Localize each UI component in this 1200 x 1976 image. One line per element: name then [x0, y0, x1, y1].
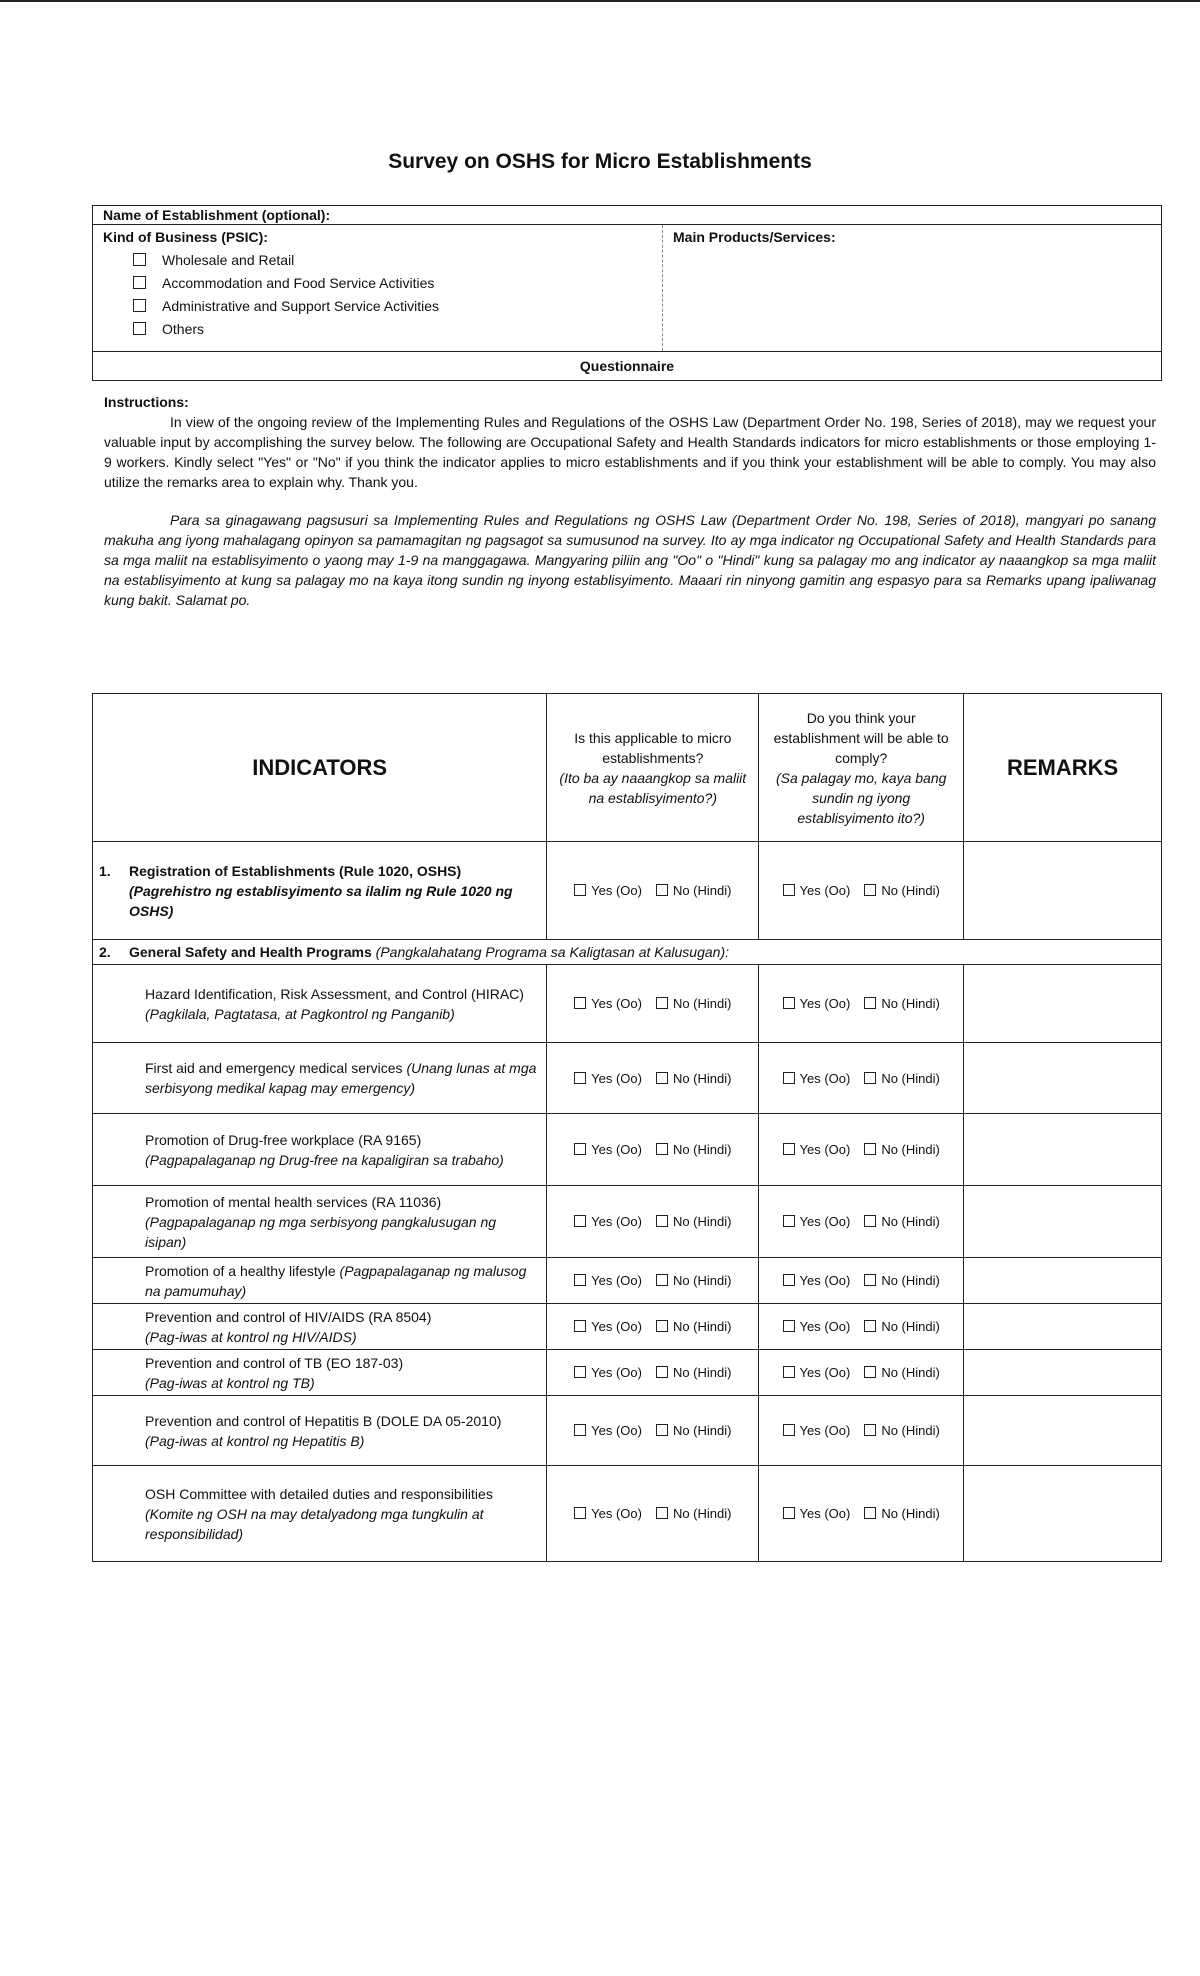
checkbox-icon[interactable]: [656, 1320, 668, 1332]
checkbox-icon[interactable]: [574, 1366, 586, 1378]
remarks-cell[interactable]: [964, 1258, 1162, 1304]
applicable-options: Yes (Oo) No (Hindi): [547, 1186, 759, 1258]
checkbox-icon[interactable]: [864, 1507, 876, 1519]
applicable-options: Yes (Oo) No (Hindi): [547, 1043, 759, 1114]
checkbox-icon[interactable]: [864, 884, 876, 896]
applicable-options: Yes (Oo) No (Hindi): [547, 1258, 759, 1304]
instructions-tagalog: Para sa ginagawang pagsusuri sa Implementing Rules and Regulations ng OSHS Law (Department Order No. 198, Series of 2018), mangyari po sanang makuha ang iyong mahalagang opinyon sa pamamagitan ng pagsagot sa sumusunod na survey. Ito ay mga indicator ng Occupational Safety and Health Standards para sa mga maliit na establisyimento o yaong may 1-9 na manggagawa. Mangyaring piliin ang "Oo" o "Hindi" kung sa palagay mo ang indicator ay naaangkop sa mga maliit na establisyimento at kung sa palagay mo na kaya itong sundin ng inyong establisyimento. Maaari rin ninyong gamitin ang espasyo para sa Remarks upang ipaliwanag kung bakit. Salamat po.: [104, 512, 1156, 608]
applicable-options: Yes (Oo) No (Hindi): [547, 965, 759, 1043]
checkbox-icon[interactable]: [783, 884, 795, 896]
remarks-cell[interactable]: [964, 1043, 1162, 1114]
remarks-cell[interactable]: [964, 842, 1162, 940]
indicators-column-header: INDICATORS: [93, 694, 547, 842]
kind-option-wholesale[interactable]: Wholesale and Retail: [133, 251, 652, 268]
checkbox-icon[interactable]: [656, 1072, 668, 1084]
instructions-label: Instructions:: [104, 394, 189, 410]
checkbox-icon[interactable]: [133, 299, 146, 312]
checkbox-icon[interactable]: [133, 276, 146, 289]
establishment-name-field[interactable]: Name of Establishment (optional):: [93, 206, 1161, 225]
instructions-english: In view of the ongoing review of the Implementing Rules and Regulations of the OSHS Law (Department Order No. 198, Series of 2018), may we request your valuable input by accomplishing the survey below. The following are Occupational Safety and Health Standards indicators for micro establishments or those employing 1-9 workers. Kindly select "Yes" or "No" if you think the indicator applies to micro establishments and if you think your establishment will be able to comply. You may also utilize the remarks area to explain why. Thank you.: [104, 414, 1156, 490]
checkbox-icon[interactable]: [656, 1215, 668, 1227]
table-row: [93, 1043, 1162, 1114]
checkbox-icon[interactable]: [656, 1424, 668, 1436]
checkbox-icon[interactable]: [783, 1072, 795, 1084]
checkbox-icon[interactable]: [656, 1507, 668, 1519]
checkbox-icon[interactable]: [783, 1366, 795, 1378]
checkbox-icon[interactable]: [574, 1507, 586, 1519]
checkbox-icon[interactable]: [574, 1143, 586, 1155]
comply-options: Yes (Oo) No (Hindi): [759, 1350, 964, 1396]
checkbox-icon[interactable]: [656, 1143, 668, 1155]
checkbox-icon[interactable]: [574, 1215, 586, 1227]
checkbox-icon[interactable]: [133, 253, 146, 266]
checkbox-icon[interactable]: [574, 884, 586, 896]
indicator-cell: Promotion of Drug-free workplace (RA 9165) (Pagpapalaganap ng Drug-free na kapaligiran sa trabaho): [93, 1114, 547, 1186]
checkbox-icon[interactable]: [656, 1274, 668, 1286]
comply-options: Yes (Oo) No (Hindi): [759, 1304, 964, 1350]
remarks-cell[interactable]: [964, 1304, 1162, 1350]
remarks-cell[interactable]: [964, 1466, 1162, 1562]
section1-translation: (Pagrehistro ng establisyimento sa ilalim ng Rule 1020 ng OSHS): [129, 882, 513, 919]
indicator-cell: First aid and emergency medical services (Unang lunas at mga serbisyong medikal kapag may emergency): [93, 1043, 547, 1114]
checkbox-icon[interactable]: [133, 322, 146, 335]
comply-options: Yes (Oo) No (Hindi): [759, 1258, 964, 1304]
checkbox-icon[interactable]: [574, 1072, 586, 1084]
section2-cell: 2. General Safety and Health Programs (Pangkalahatang Programa sa Kaligtasan at Kalusugan):: [93, 940, 1162, 965]
table-row: [93, 1396, 1162, 1466]
table-row: [93, 1350, 1162, 1396]
indicator-cell: Prevention and control of Hepatitis B (DOLE DA 05-2010) (Pag-iwas at kontrol ng Hepatitis B): [93, 1396, 547, 1466]
indicator-cell: 1. Registration of Establishments (Rule 1020, OSHS) (Pagrehistro ng establisyimento sa ilalim ng Rule 1020 ng OSHS): [93, 842, 547, 940]
checkbox-icon[interactable]: [864, 1424, 876, 1436]
table-row: [93, 1258, 1162, 1304]
remarks-cell[interactable]: [964, 965, 1162, 1043]
section2-title: General Safety and Health Programs: [129, 944, 372, 960]
indicator-cell: Promotion of mental health services (RA 11036) (Pagpapalaganap ng mga serbisyong pangkalusugan ng isipan): [93, 1186, 547, 1258]
table-row: [93, 1304, 1162, 1350]
section1-title: Registration of Establishments (Rule 1020, OSHS): [129, 862, 462, 879]
checkbox-icon[interactable]: [656, 884, 668, 896]
section-header-row: [93, 940, 1162, 965]
checkbox-icon[interactable]: [783, 1320, 795, 1332]
table-row: [93, 965, 1162, 1043]
comply-options: Yes (Oo) No (Hindi): [759, 1186, 964, 1258]
checkbox-icon[interactable]: [783, 997, 795, 1009]
indicator-cell: OSH Committee with detailed duties and responsibilities (Komite ng OSH na may detalyadong mga tungkulin at responsibilidad): [93, 1466, 547, 1562]
remarks-cell[interactable]: [964, 1114, 1162, 1186]
remarks-cell[interactable]: [964, 1186, 1162, 1258]
checkbox-icon[interactable]: [783, 1143, 795, 1155]
table-row: [93, 1466, 1162, 1562]
checkbox-icon[interactable]: [574, 1424, 586, 1436]
establishment-info-box: [92, 205, 1162, 381]
comply-options: Yes (Oo) No (Hindi): [759, 965, 964, 1043]
checkbox-icon[interactable]: [783, 1274, 795, 1286]
kind-option-accommodation[interactable]: Accommodation and Food Service Activities: [133, 274, 652, 291]
comply-options: Yes (Oo) No (Hindi): [759, 1396, 964, 1466]
indicator-cell: Hazard Identification, Risk Assessment, and Control (HIRAC) (Pagkilala, Pagtatasa, at Pagkontrol ng Panganib): [93, 965, 547, 1043]
comply-options: Yes (Oo) No (Hindi): [759, 1466, 964, 1562]
kind-option-administrative[interactable]: Administrative and Support Service Activities: [133, 297, 652, 314]
checkbox-icon[interactable]: [783, 1424, 795, 1436]
checkbox-icon[interactable]: [864, 1366, 876, 1378]
checkbox-icon[interactable]: [656, 997, 668, 1009]
checkbox-icon[interactable]: [864, 997, 876, 1009]
checkbox-icon[interactable]: [574, 1274, 586, 1286]
applicable-options: Yes (Oo) No (Hindi): [547, 1466, 759, 1562]
checkbox-icon[interactable]: [864, 1274, 876, 1286]
remarks-cell[interactable]: [964, 1350, 1162, 1396]
table-row: [93, 842, 1162, 940]
indicator-cell: Prevention and control of TB (EO 187-03) (Pag-iwas at kontrol ng TB): [93, 1350, 547, 1396]
checkbox-icon[interactable]: [864, 1320, 876, 1332]
applicable-options: Yes (Oo) No (Hindi): [547, 1114, 759, 1186]
applicable-options: Yes (Oo) No (Hindi): [547, 1350, 759, 1396]
checkbox-icon[interactable]: [783, 1507, 795, 1519]
checkbox-icon[interactable]: [783, 1215, 795, 1227]
kind-of-business-section: [93, 225, 663, 351]
remarks-cell[interactable]: [964, 1396, 1162, 1466]
checkbox-icon[interactable]: [574, 997, 586, 1009]
questionnaire-heading: Questionnaire: [579, 358, 675, 374]
indicators-table: [92, 693, 1162, 1562]
checkbox-icon[interactable]: [864, 1072, 876, 1084]
applicable-column-header: Is this applicable to micro establishments? (Ito ba ay naaangkop sa maliit na establisyimento?): [547, 694, 759, 842]
page-title: Survey on OSHS for Micro Establishments: [388, 150, 812, 173]
applicable-options: Yes (Oo) No (Hindi): [547, 842, 759, 940]
table-row: [93, 1186, 1162, 1258]
table-header-row: [93, 694, 1162, 842]
checkbox-icon[interactable]: [864, 1215, 876, 1227]
checkbox-icon[interactable]: [574, 1320, 586, 1332]
indicator-cell: Promotion of a healthy lifestyle (Pagpapalaganap ng malusog na pamumuhay): [93, 1258, 547, 1304]
comply-options: Yes (Oo) No (Hindi): [759, 842, 964, 940]
comply-options: Yes (Oo) No (Hindi): [759, 1043, 964, 1114]
main-products-field[interactable]: Main Products/Services:: [673, 229, 836, 245]
applicable-options: Yes (Oo) No (Hindi): [547, 1396, 759, 1466]
comply-column-header: Do you think your establishment will be able to comply? (Sa palagay mo, kaya bang sundin ng iyong establisyimento ito?): [759, 694, 964, 842]
checkbox-icon[interactable]: [864, 1143, 876, 1155]
remarks-column-header: REMARKS: [964, 694, 1162, 842]
checkbox-icon[interactable]: [656, 1366, 668, 1378]
comply-options: Yes (Oo) No (Hindi): [759, 1114, 964, 1186]
top-border-line: [0, 0, 1200, 2]
indicator-cell: Prevention and control of HIV/AIDS (RA 8504) (Pag-iwas at kontrol ng HIV/AIDS): [93, 1304, 547, 1350]
instructions-section: [104, 392, 1156, 610]
kind-option-others[interactable]: Others: [133, 320, 652, 337]
applicable-options: Yes (Oo) No (Hindi): [547, 1304, 759, 1350]
section2-translation: (Pangkalahatang Programa sa Kaligtasan at Kalusugan):: [375, 944, 729, 960]
table-row: [93, 1114, 1162, 1186]
kind-of-business-label: Kind of Business (PSIC):: [103, 229, 268, 245]
